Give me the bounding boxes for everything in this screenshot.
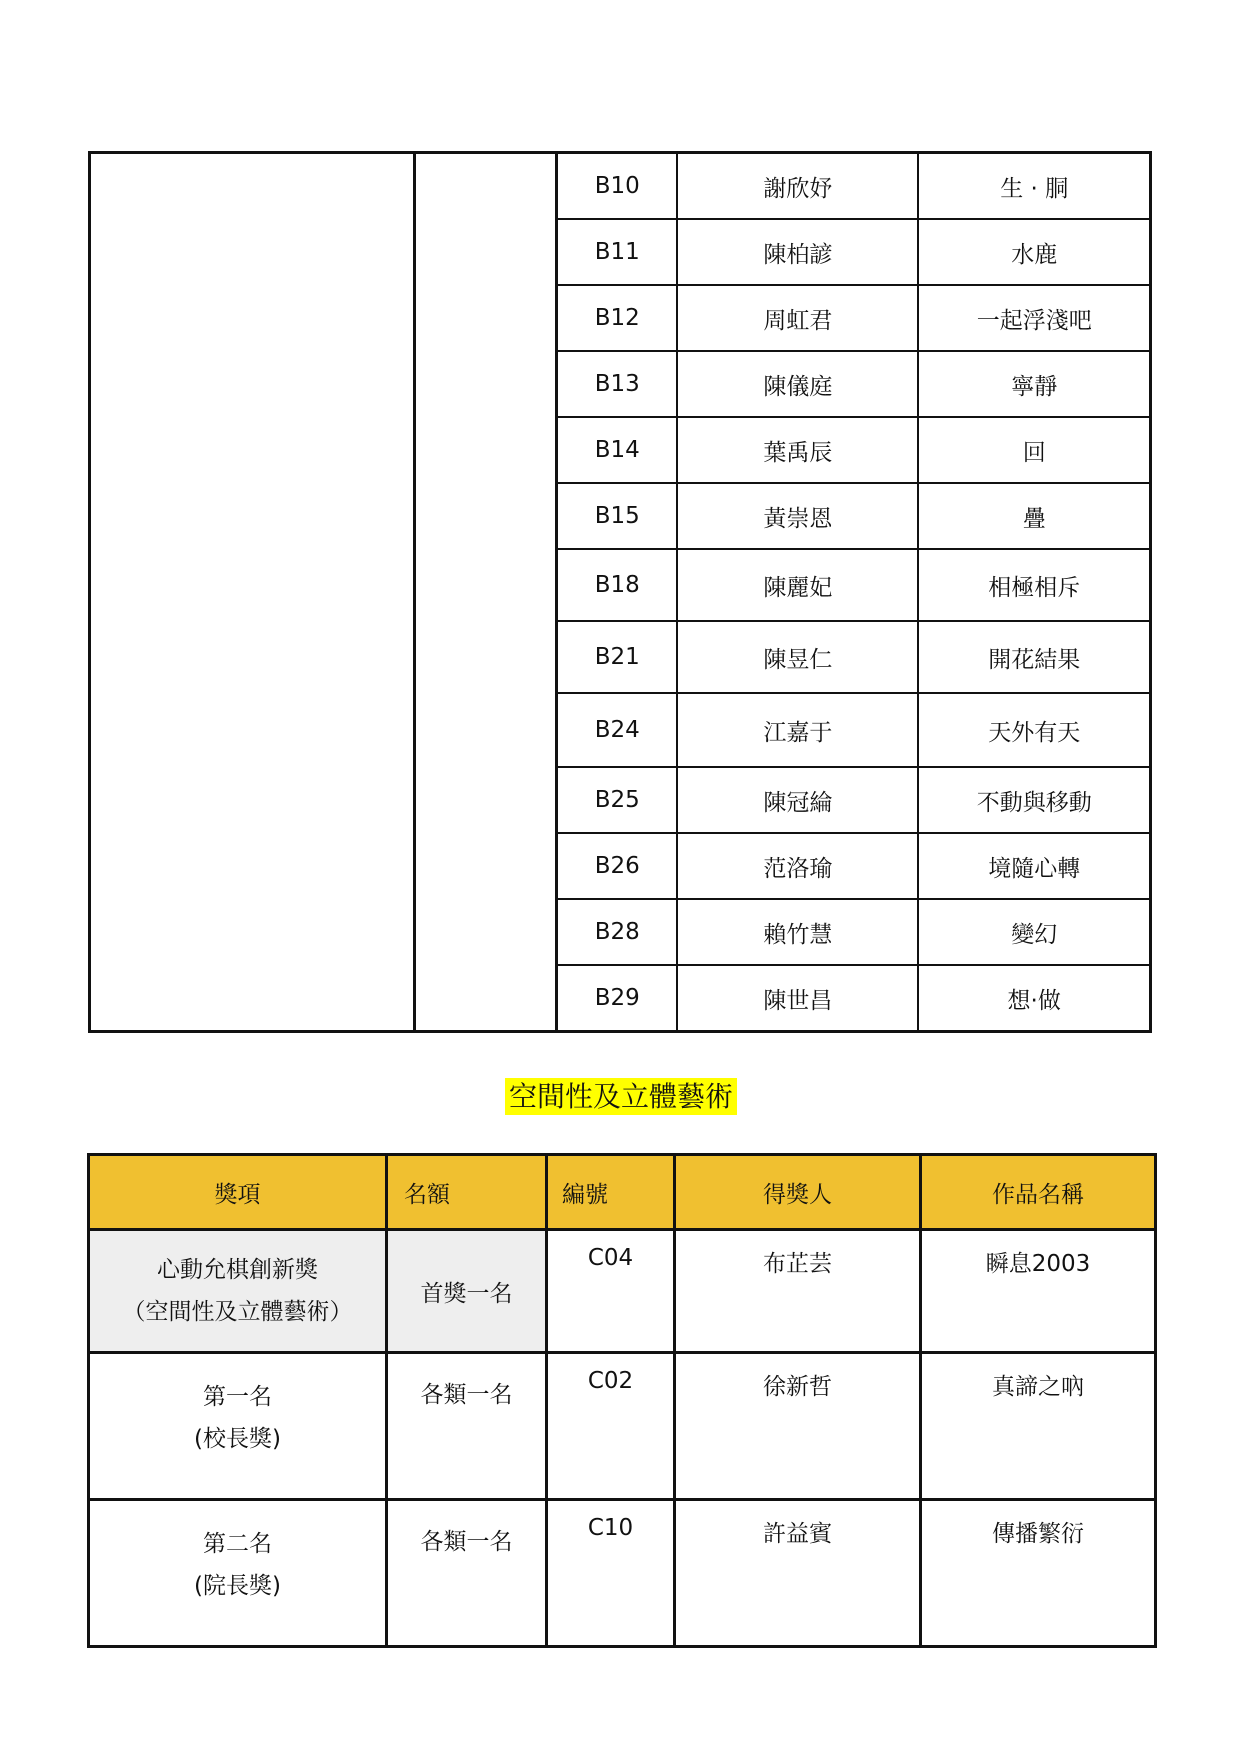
- code-cell: B26: [557, 833, 678, 899]
- award-subtitle: (院長獎): [194, 1573, 281, 1599]
- section-title: [0, 1075, 1242, 1115]
- code-cell: B29: [557, 965, 678, 1032]
- code-cell: B25: [557, 767, 678, 833]
- code-cell: B10: [557, 153, 678, 220]
- code-cell: B21: [557, 621, 678, 693]
- work-cell: 相極相斥: [918, 549, 1150, 621]
- code-cell: C04: [547, 1230, 675, 1353]
- winner-cell: 陳柏諺: [677, 219, 918, 285]
- award-subtitle: （空間性及立體藝術）: [122, 1299, 353, 1325]
- code-cell: C10: [547, 1500, 675, 1647]
- award-list-table-b: [88, 151, 1152, 1033]
- winner-cell: 陳世昌: [677, 965, 918, 1032]
- code-cell: B18: [557, 549, 678, 621]
- table-row: [89, 1230, 1156, 1353]
- work-cell: 真諦之吶: [921, 1353, 1156, 1500]
- work-cell: 境隨心轉: [918, 833, 1150, 899]
- header-code: 編號: [547, 1155, 675, 1230]
- work-cell: 寧靜: [918, 351, 1150, 417]
- award-name: 第二名: [203, 1531, 272, 1557]
- table-header-row: [89, 1155, 1156, 1230]
- award-name: 心動允棋創新獎: [157, 1257, 318, 1283]
- header-award: 獎項: [89, 1155, 387, 1230]
- code-cell: B24: [557, 693, 678, 767]
- winner-cell: 布芷芸: [675, 1230, 921, 1353]
- section-title-text: 空間性及立體藝術: [505, 1078, 737, 1115]
- code-cell: B13: [557, 351, 678, 417]
- winner-cell: 范洛瑜: [677, 833, 918, 899]
- winner-cell: 陳冠綸: [677, 767, 918, 833]
- quota-cell: 各類一名: [387, 1500, 547, 1647]
- quota-merged-cell: [414, 153, 557, 1032]
- code-cell: B12: [557, 285, 678, 351]
- header-quota: 名額: [387, 1155, 547, 1230]
- table-row: [89, 1500, 1156, 1647]
- winner-cell: 江嘉于: [677, 693, 918, 767]
- work-cell: 想·做: [918, 965, 1150, 1032]
- code-cell: B28: [557, 899, 678, 965]
- work-cell: 一起浮淺吧: [918, 285, 1150, 351]
- winner-cell: 陳儀庭: [677, 351, 918, 417]
- work-cell: 不動與移動: [918, 767, 1150, 833]
- table-row: [90, 153, 1151, 220]
- winner-cell: 賴竹慧: [677, 899, 918, 965]
- award-name: 第一名: [203, 1384, 272, 1410]
- work-cell: 疊: [918, 483, 1150, 549]
- work-cell: 天外有天: [918, 693, 1150, 767]
- work-cell: 生 · 胴: [918, 153, 1150, 220]
- award-merged-cell: [90, 153, 415, 1032]
- winner-cell: 徐新哲: [675, 1353, 921, 1500]
- winner-cell: 陳昱仁: [677, 621, 918, 693]
- table-row: [89, 1353, 1156, 1500]
- work-cell: 瞬息2003: [921, 1230, 1156, 1353]
- winner-cell: 許益賓: [675, 1500, 921, 1647]
- award-list-table-c: [87, 1153, 1157, 1648]
- code-cell: B14: [557, 417, 678, 483]
- code-cell: B15: [557, 483, 678, 549]
- winner-cell: 謝欣妤: [677, 153, 918, 220]
- quota-cell: 首獎一名: [387, 1230, 547, 1353]
- award-cell: [89, 1500, 387, 1647]
- winner-cell: 陳麗妃: [677, 549, 918, 621]
- work-cell: 回: [918, 417, 1150, 483]
- winner-cell: 周虹君: [677, 285, 918, 351]
- award-cell: [89, 1353, 387, 1500]
- code-cell: C02: [547, 1353, 675, 1500]
- quota-cell: 各類一名: [387, 1353, 547, 1500]
- header-winner: 得獎人: [675, 1155, 921, 1230]
- award-subtitle: (校長獎): [194, 1426, 281, 1452]
- winner-cell: 葉禹辰: [677, 417, 918, 483]
- work-cell: 開花結果: [918, 621, 1150, 693]
- work-cell: 變幻: [918, 899, 1150, 965]
- code-cell: B11: [557, 219, 678, 285]
- work-cell: 傳播繁衍: [921, 1500, 1156, 1647]
- award-cell: [89, 1230, 387, 1353]
- header-work: 作品名稱: [921, 1155, 1156, 1230]
- winner-cell: 黃崇恩: [677, 483, 918, 549]
- work-cell: 水鹿: [918, 219, 1150, 285]
